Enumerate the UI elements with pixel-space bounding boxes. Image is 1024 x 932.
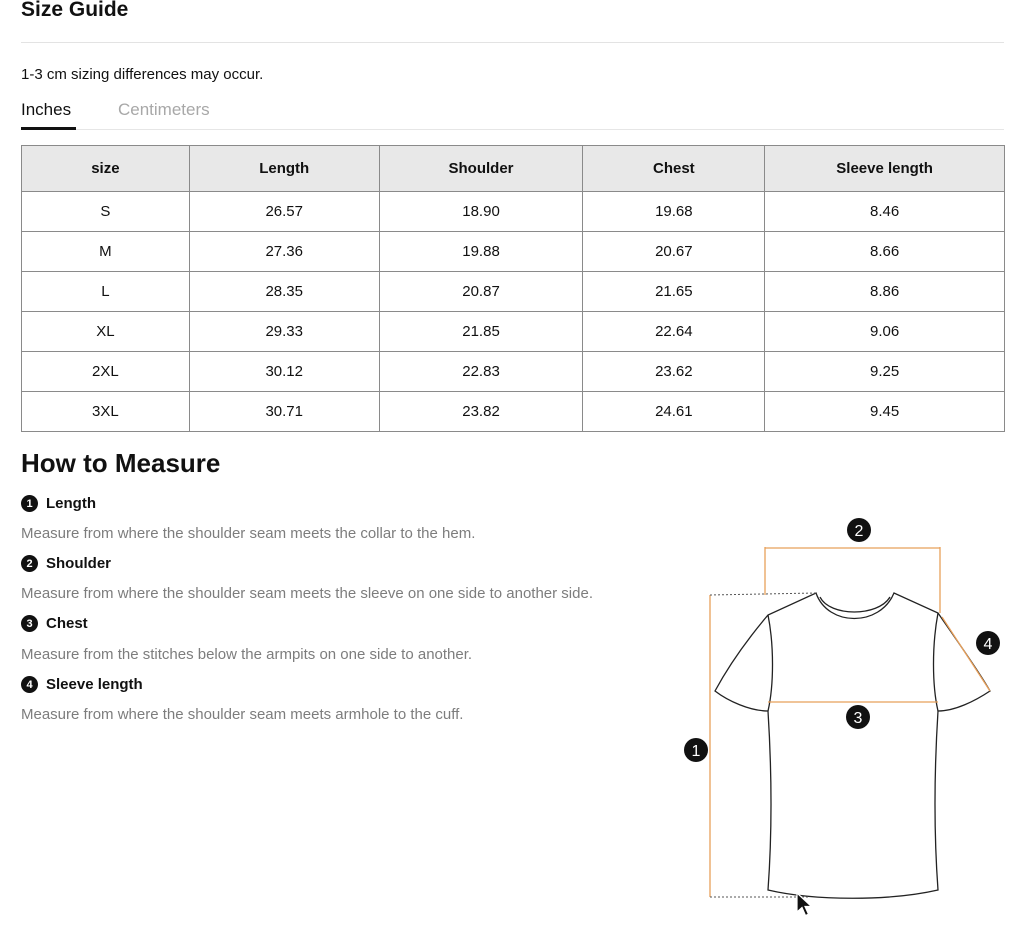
marker-label: 4 <box>983 636 993 653</box>
mouse-pointer-icon <box>795 892 815 920</box>
table-cell: 8.86 <box>765 272 1005 312</box>
table-row <box>22 352 1005 392</box>
marker-label: 2 <box>854 523 864 540</box>
diagram-marker-3 <box>846 705 870 729</box>
table-cell: 23.62 <box>583 352 765 392</box>
diagram-marker-1 <box>684 738 708 762</box>
column-header-size: size <box>22 146 190 192</box>
measure-description: Measure from where the shoulder seam meets armhole to the cuff. <box>21 706 464 723</box>
tab-centimeters[interactable]: Centimeters <box>118 100 210 119</box>
table-cell: S <box>22 192 190 232</box>
table-cell: 9.06 <box>765 312 1005 352</box>
table-cell: 30.12 <box>189 352 379 392</box>
table-cell: 21.65 <box>583 272 765 312</box>
table-cell: 22.83 <box>379 352 583 392</box>
title-divider <box>21 42 1004 43</box>
table-row <box>22 312 1005 352</box>
number-4-icon: 4 <box>21 676 38 693</box>
number-1-icon: 1 <box>21 495 38 512</box>
table-cell: 22.64 <box>583 312 765 352</box>
table-cell: L <box>22 272 190 312</box>
number-3-icon: 3 <box>21 615 38 632</box>
column-header-length: Length <box>189 146 379 192</box>
number-2-icon: 2 <box>21 555 38 572</box>
tshirt-measurement-diagram <box>670 505 1010 915</box>
table-cell: 20.87 <box>379 272 583 312</box>
measure-item-shoulder <box>21 555 111 572</box>
table-cell: 8.66 <box>765 232 1005 272</box>
measure-item-sleeve-length <box>21 676 143 693</box>
table-cell: 8.46 <box>765 192 1005 232</box>
page-title: Size Guide <box>21 0 129 21</box>
how-to-measure-title: How to Measure <box>21 448 221 478</box>
tshirt-outline <box>715 593 990 898</box>
table-cell: 18.90 <box>379 192 583 232</box>
column-header-chest: Chest <box>583 146 765 192</box>
marker-label: 3 <box>853 710 863 727</box>
column-header-sleeve-length: Sleeve length <box>765 146 1005 192</box>
table-cell: 30.71 <box>189 392 379 432</box>
table-cell: 9.45 <box>765 392 1005 432</box>
diagram-marker-4 <box>976 631 1000 655</box>
active-tab-indicator <box>21 127 76 130</box>
table-row <box>22 232 1005 272</box>
table-cell: 3XL <box>22 392 190 432</box>
sizing-note: 1-3 cm sizing differences may occur. <box>21 66 264 83</box>
guide-lines <box>710 593 816 897</box>
measure-label: Chest <box>46 615 88 632</box>
table-cell: 2XL <box>22 352 190 392</box>
tab-inches[interactable]: Inches <box>21 100 72 119</box>
table-cell: 9.25 <box>765 352 1005 392</box>
diagram-marker-2 <box>847 518 871 542</box>
table-cell: 27.36 <box>189 232 379 272</box>
table-cell: 19.88 <box>379 232 583 272</box>
measure-label: Sleeve length <box>46 676 143 693</box>
table-cell: 23.82 <box>379 392 583 432</box>
table-row <box>22 272 1005 312</box>
table-cell: 29.33 <box>189 312 379 352</box>
table-row <box>22 392 1005 432</box>
unit-tabs <box>21 98 1004 130</box>
table-cell: 28.35 <box>189 272 379 312</box>
table-cell: 26.57 <box>189 192 379 232</box>
table-cell: XL <box>22 312 190 352</box>
measure-description: Measure from the stitches below the armpits on one side to another. <box>21 646 473 663</box>
measure-item-length <box>21 495 96 512</box>
measure-description: Measure from where the shoulder seam meets the collar to the hem. <box>21 525 476 542</box>
table-cell: 21.85 <box>379 312 583 352</box>
table-cell: 19.68 <box>583 192 765 232</box>
table-cell: 20.67 <box>583 232 765 272</box>
table-header-row <box>22 146 1005 192</box>
measure-label: Shoulder <box>46 555 112 572</box>
measure-item-chest <box>21 615 88 632</box>
measure-label: Length <box>46 495 96 512</box>
table-cell: M <box>22 232 190 272</box>
table-row <box>22 192 1005 232</box>
column-header-shoulder: Shoulder <box>379 146 583 192</box>
table-cell: 24.61 <box>583 392 765 432</box>
size-table <box>21 145 1005 432</box>
measure-description: Measure from where the shoulder seam meets the sleeve on one side to another side. <box>21 585 593 602</box>
marker-label: 1 <box>691 743 701 760</box>
